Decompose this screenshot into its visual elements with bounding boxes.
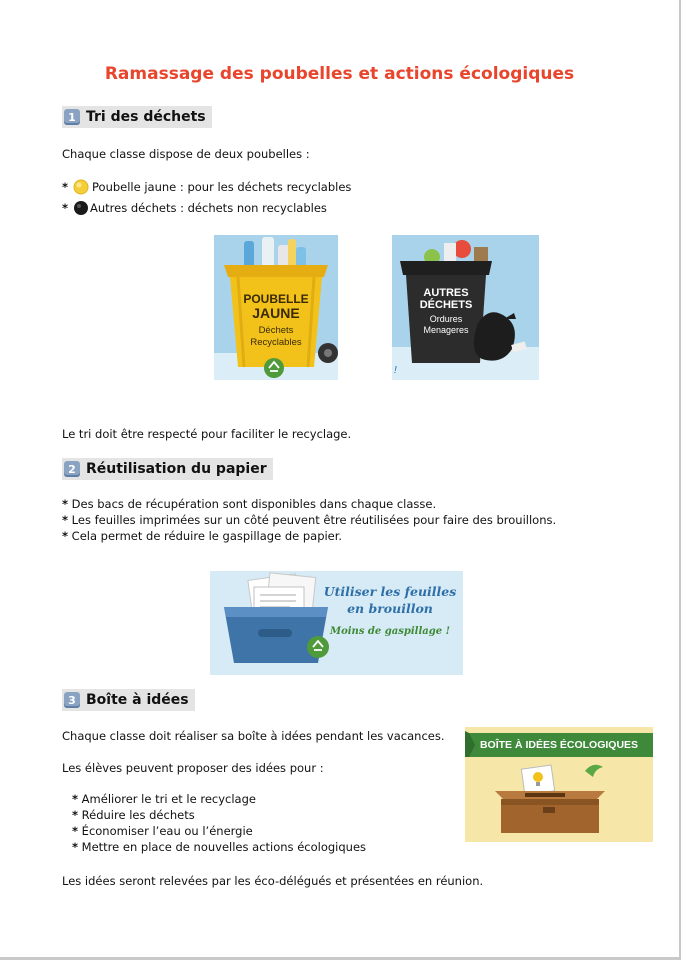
bullet-text: Économiser l’eau ou l’énergie <box>81 824 253 838</box>
bullet-star: * <box>62 497 69 511</box>
black-bin-line1: AUTRES <box>423 287 469 299</box>
page-title: Ramassage des poubelles et actions écologiques <box>104 64 575 84</box>
yellow-bin-label <box>214 293 338 349</box>
bullet-star: * <box>62 201 69 215</box>
bullet-star: * <box>72 808 79 822</box>
section3-bullet-2 <box>72 807 195 823</box>
bullet-yellow-text: Poubelle jaune : pour les déchets recyclables <box>92 180 352 194</box>
bullet-star: * <box>72 840 79 854</box>
section-heading-papier <box>62 458 273 480</box>
bullet-black-text: Autres déchets : déchets non recyclables <box>90 201 327 215</box>
black-bin-line4: Menageres <box>423 325 469 335</box>
section3-lead: Les élèves peuvent proposer des idées pour : <box>62 761 324 775</box>
paper-banner-line2: en brouillon <box>347 601 433 616</box>
section3-bullet-4 <box>72 839 366 855</box>
section2-bullet-2 <box>62 512 556 528</box>
idea-box-banner: BOÎTE À IDÉES ÉCOLOGIQUES <box>465 733 653 757</box>
paper-reuse-banner <box>210 571 463 675</box>
section3-bullet-3 <box>72 823 253 839</box>
bullet-star: * <box>62 180 69 194</box>
section-heading-tri <box>62 106 212 128</box>
paper-banner-line3: Moins de gaspillage ! <box>330 626 450 637</box>
bullet-star: * <box>62 529 69 543</box>
section1-intro: Chaque classe dispose de deux poubelles : <box>62 147 310 161</box>
section-heading-text: Tri des déchets <box>86 109 206 125</box>
section3-bullet-1 <box>72 791 256 807</box>
yellow-bin-line4: Recyclables <box>250 337 302 348</box>
idea-box-illustration <box>465 727 653 842</box>
bullet-text: Cela permet de réduire le gaspillage de papier. <box>71 529 343 543</box>
bullet-star: * <box>72 792 79 806</box>
section-heading-idees <box>62 689 195 711</box>
bullet-text: Réduire les déchets <box>81 808 195 822</box>
yellow-bin-illustration <box>214 235 338 380</box>
bullet-text: Les feuilles imprimées sur un côté peuvent être réutilisées pour faire des brouillons. <box>71 513 557 527</box>
section-number-badge: 3 <box>64 692 80 708</box>
bullet-star: * <box>72 824 79 838</box>
section1-conclusion: Le tri doit être respecté pour faciliter le recyclage. <box>62 427 352 441</box>
yellow-bin-line2: JAUNE <box>252 305 300 321</box>
black-bin-label <box>400 287 492 336</box>
paper-banner-line1: Utiliser les feuilles <box>323 584 457 599</box>
yellow-bin-line3: Déchets <box>258 325 294 336</box>
bullet-star: * <box>62 513 69 527</box>
section2-bullet-1 <box>62 496 436 512</box>
section-number-badge: 2 <box>64 461 80 477</box>
section-heading-text: Réutilisation du papier <box>86 461 267 477</box>
paper-banner-text <box>322 583 458 639</box>
bullet-yellow-bin <box>62 179 351 195</box>
yellow-circle-icon <box>72 179 90 195</box>
black-circle-icon <box>72 200 90 216</box>
section2-bullet-3 <box>62 528 342 544</box>
section3-intro: Chaque classe doit réaliser sa boîte à idées pendant les vacances. <box>62 729 445 743</box>
yellow-bin-line1: POUBELLE <box>243 292 309 306</box>
bullet-black-bin <box>62 200 327 216</box>
section-heading-text: Boîte à idées <box>86 692 189 708</box>
black-bin-line3: Ordures <box>429 314 463 324</box>
svg-text:!: ! <box>394 365 397 376</box>
section3-conclusion: Les idées seront relevées par les éco-délégués et présentées en réunion. <box>62 874 484 888</box>
bullet-text: Des bacs de récupération sont disponibles dans chaque classe. <box>71 497 437 511</box>
bullet-text: Améliorer le tri et le recyclage <box>81 792 256 806</box>
bullet-text: Mettre en place de nouvelles actions écologiques <box>81 840 367 854</box>
section-number-badge: 1 <box>64 109 80 125</box>
black-bin-line2: DÉCHETS <box>419 299 473 311</box>
black-bin-illustration <box>392 235 539 380</box>
